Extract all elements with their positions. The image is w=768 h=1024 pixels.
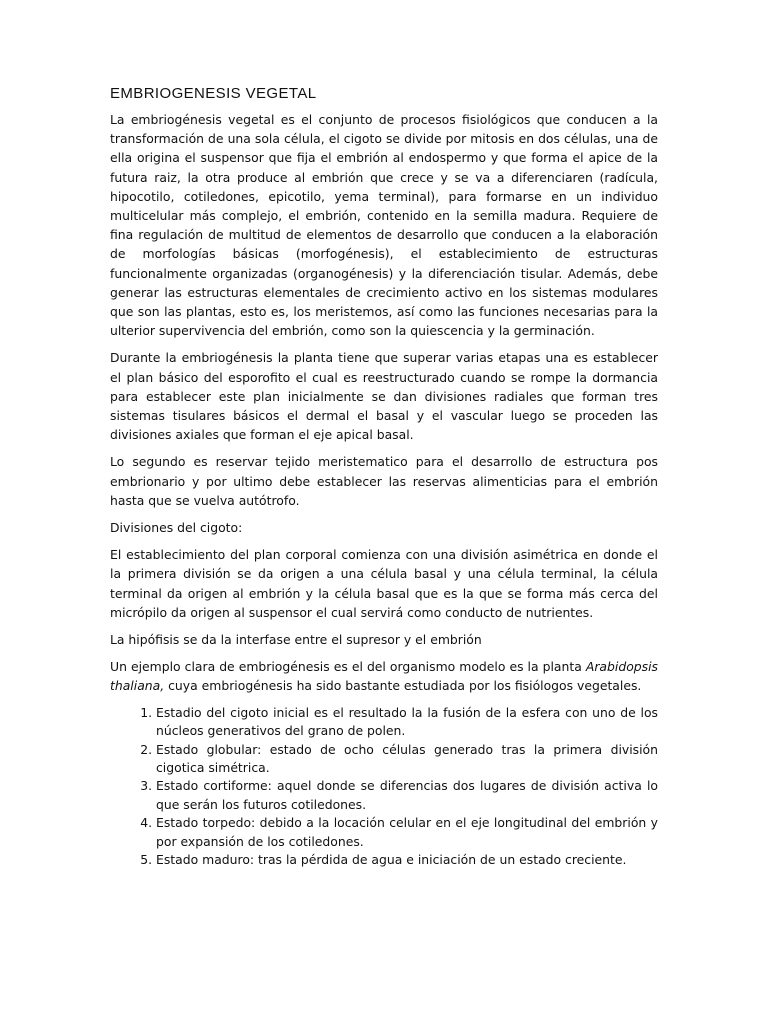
list-item: 2. Estado globular: estado de ocho células generado tras la primera división cigotica simétrica. bbox=[156, 741, 658, 778]
document-title: EMBRIOGENESIS VEGETAL bbox=[110, 85, 317, 102]
paragraph-hypophysis: La hipófisis se da la interfase entre el supresor y el embrión bbox=[110, 632, 482, 648]
paragraph-arabidopsis bbox=[110, 657, 658, 695]
paragraph-intro: La embriogénesis vegetal es el conjunto de procesos fisiológicos que conducen a la transformación de una sola célula, el cigoto se divide por mitosis en dos células, una de ella origina el suspensor que fija el embrión al endospermo y que forma el apice de la futura raiz, la otra produce al embrión que crece y se va a diferenciaren (radícula, hipocotilo, cotiledones, epicotilo, yema terminal), para formarse en un individuo multicelular más complejo, el embrión, contenido en la semilla madura. Requiere de fina regulación de multitud de elementos de desarrollo que conducen a la elaboración de morfologías básicas (morfogénesis), el establecimiento de estructuras funcionalmente organizadas (organogénesis) y la diferenciación tisular. Además, debe generar las estructuras elementales de crecimiento activo en los sistemas modulares que son las plantas, esto es, los meristemos, así como las funciones necesarias para la ulterior supervivencia del embrión, como son la quiescencia y la germinación. bbox=[110, 112, 658, 339]
list-item: 4. Estado torpedo: debido a la locación celular en el eje longitudinal del embrión y por expansión de los cotiledones. bbox=[156, 814, 658, 851]
paragraph-stages-overview: Durante la embriogénesis la planta tiene que superar varias etapas una es establecer el plan básico del esporofito el cual es reestructurado cuando se rompe la dormancia para establecer este plan inicialmente se dan divisiones radiales que forman tres sistemas tisulares básicos el dermal el basal y el vascular luego se proceden las divisiones axiales que forman el eje apical basal. bbox=[110, 350, 658, 443]
paragraph-arabidopsis-start: Un ejemplo clara de embriogénesis es el del organismo modelo es la planta bbox=[110, 659, 586, 675]
paragraph-arabidopsis-end: cuya embriogénesis ha sido bastante estudiada por los fisiólogos vegetales. bbox=[164, 678, 642, 694]
species-name: Arabidopsis thaliana, bbox=[110, 659, 658, 694]
document-page bbox=[110, 84, 658, 869]
list-item: 3. Estado cortiforme: aquel donde se diferencias dos lugares de división activa lo que serán los futuros cotiledones. bbox=[156, 777, 658, 814]
list-item: 1. Estadio del cigoto inicial es el resultado la la fusión de la esfera con uno de los núcleos generativos del grano de polen. bbox=[156, 704, 658, 741]
list-item: 5. Estado maduro: tras la pérdida de agua e iniciación de un estado creciente. bbox=[156, 851, 658, 869]
paragraph-body-plan: El establecimiento del plan corporal comienza con una división asimétrica en donde el la primera división se da origen a una célula basal y una célula terminal, la célula terminal da origen al embrión y la célula basal que es la que se forma más cerca del micrópilo da origen al suspensor el cual servirá como conducto de nutrientes. bbox=[110, 547, 658, 620]
subheading-zygote-divisions: Divisiones del cigoto: bbox=[110, 520, 243, 536]
paragraph-reserves: Lo segundo es reservar tejido meristematico para el desarrollo de estructura pos embrionario y por ultimo debe establecer las reservas alimenticias para el embrión hasta que se vuelva autótrofo. bbox=[110, 454, 658, 508]
embryo-stages-list bbox=[110, 704, 658, 870]
